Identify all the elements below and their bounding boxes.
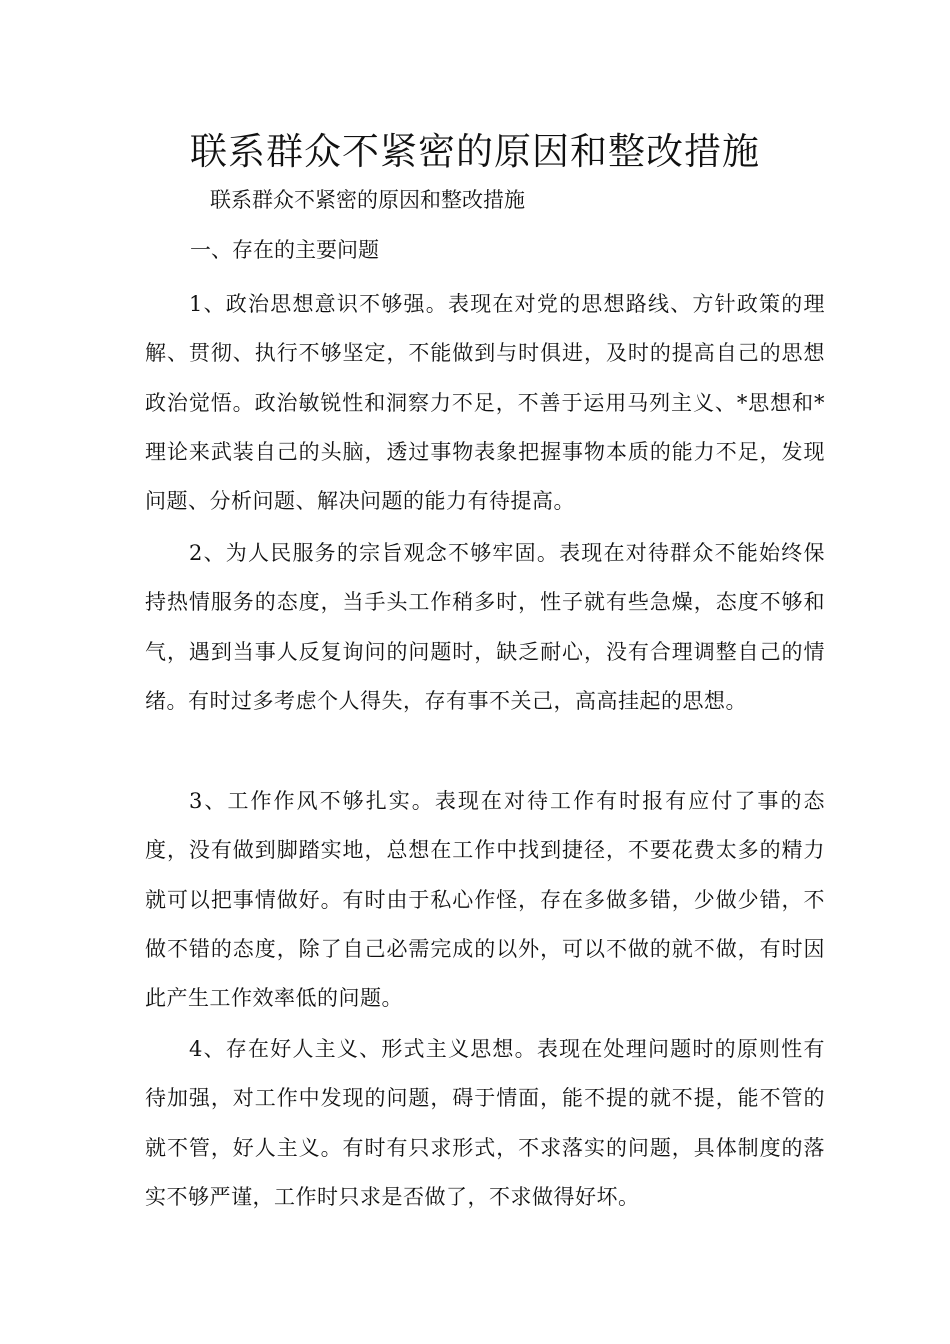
paragraph-4: 4、存在好人主义、形式主义思想。表现在处理问题时的原则性有待加强，对工作中发现的问题，碍于情面，能不提的就不提，能不管的就不管，好人主义。有时有只求形式，不求落实的问题，具体制度的落实不够严谨，工作时只求是否做了，不求做得好坏。 bbox=[145, 1037, 825, 1209]
paragraph-1: 1、政治思想意识不够强。表现在对党的思想路线、方针政策的理解、贯彻、执行不够坚定，不能做到与时俱进，及时的提高自己的思想政治觉悟。政治敏锐性和洞察力不足，不善于运用马列主义、*思想和*理论来武装自己的头脑，透过事物表象把握事物本质的能力不足，发现问题、分析问题、解决问题的能力有待提高。 bbox=[145, 292, 825, 514]
document-subtitle: 联系群众不紧密的原因和整改措施 bbox=[210, 188, 525, 212]
paragraph-3: 3、工作作风不够扎实。表现在对待工作有时报有应付了事的态度，没有做到脚踏实地，总想在工作中找到捷径，不要花费太多的精力就可以把事情做好。有时由于私心作怪，存在多做多错，少做少错，不做不错的态度，除了自己必需完成的以外，可以不做的就不做，有时因此产生工作效率低的问题。 bbox=[145, 789, 825, 1011]
paragraph-2: 2、为人民服务的宗旨观念不够牢固。表现在对待群众不能始终保持热情服务的态度，当手头工作稍多时，性子就有些急燥，态度不够和气，遇到当事人反复询问的问题时，缺乏耐心，没有合理调整自己的情绪。有时过多考虑个人得失，存有事不关己，高高挂起的思想。 bbox=[145, 541, 825, 713]
section-heading: 一、存在的主要问题 bbox=[190, 238, 379, 262]
document-title: 联系群众不紧密的原因和整改措施 bbox=[190, 130, 760, 173]
